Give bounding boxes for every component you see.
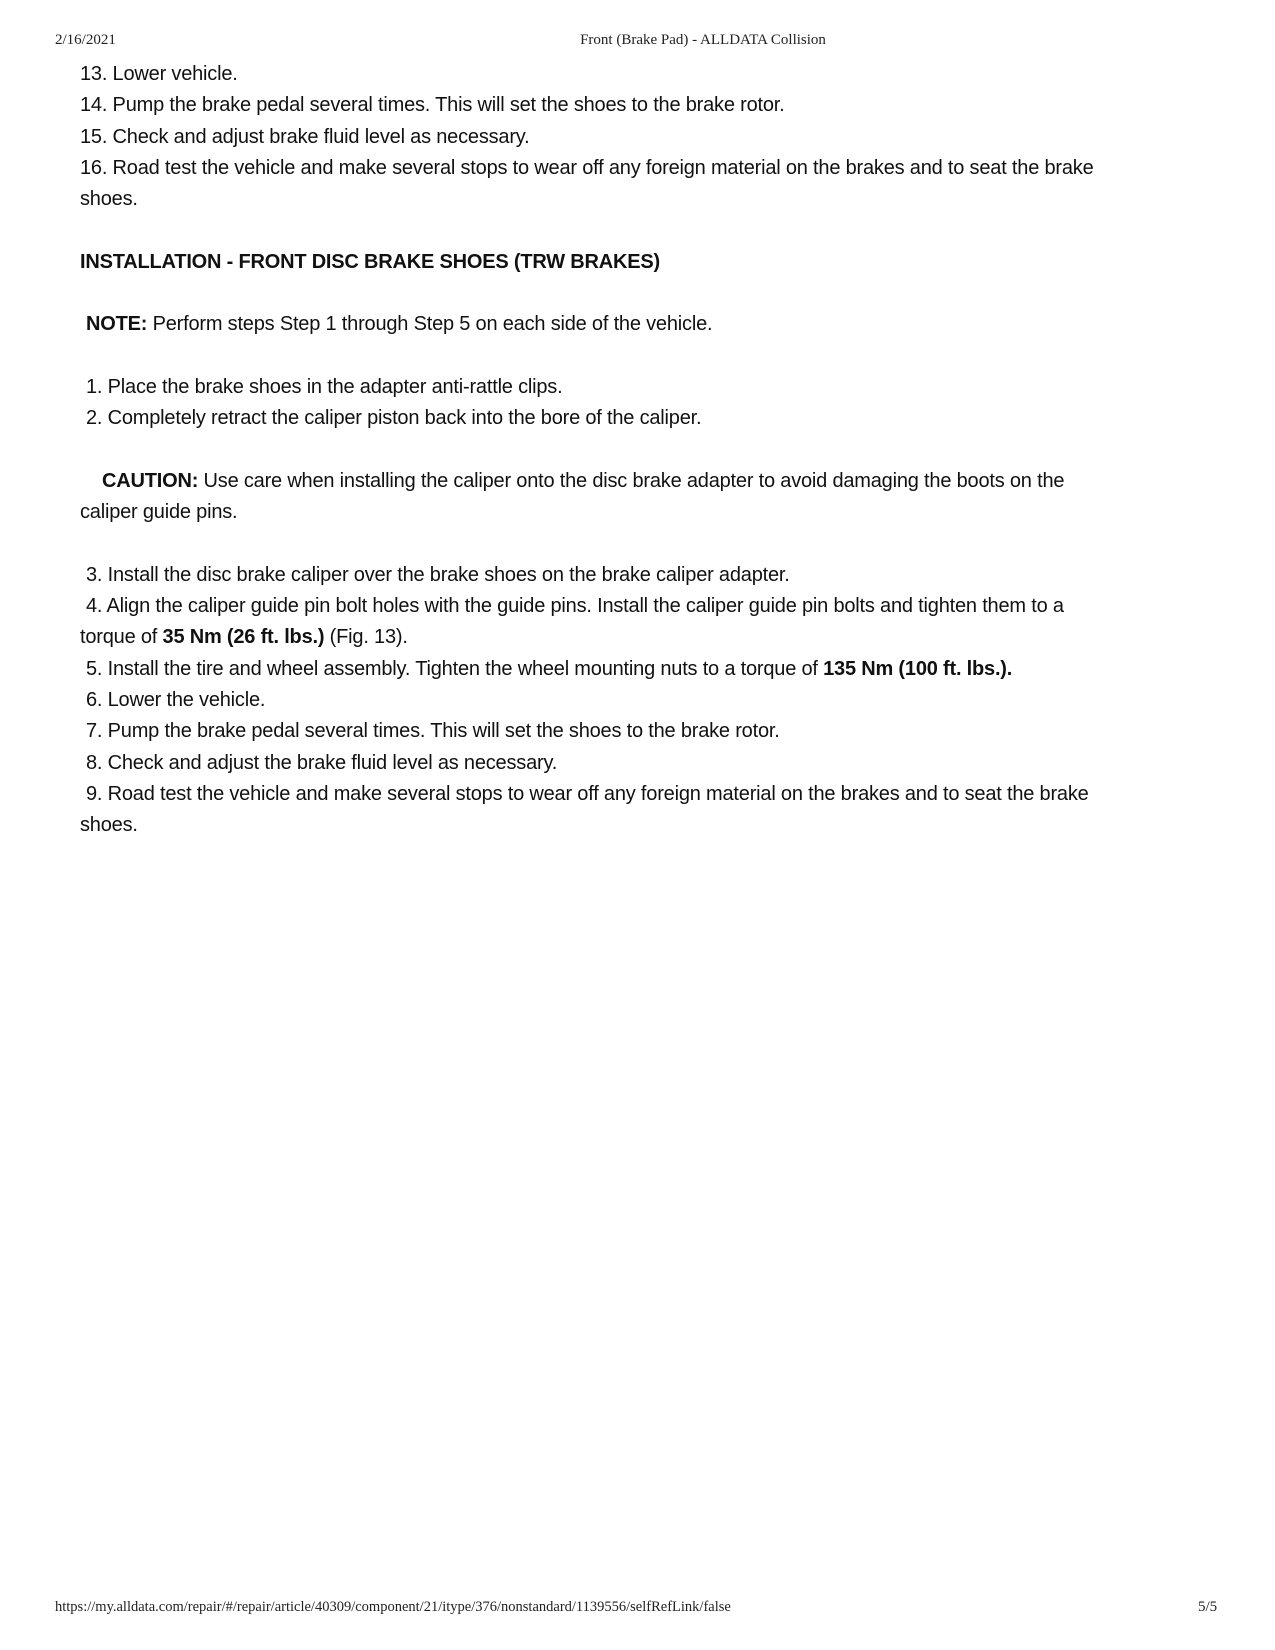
caution-continuation: caliper guide pins.: [80, 501, 238, 524]
page-number: 5/5: [1198, 1599, 1218, 1615]
list-item: 14. Pump the brake pedal several times. This will set the shoes to the brake rotor.: [80, 94, 785, 117]
torque-value: 35 Nm (26 ft. lbs.): [162, 626, 325, 649]
caution: [80, 466, 1218, 497]
page-title: Front (Brake Pad) - ALLDATA Collision: [580, 32, 826, 48]
list-item: [80, 654, 1218, 685]
list-item: 8. Check and adjust the brake fluid level as necessary.: [86, 751, 558, 774]
caution-label: CAUTION:: [102, 469, 199, 492]
list-item: 4. Align the caliper guide pin bolt holes with the guide pins. Install the caliper guide pin bolts and tighten them to a: [86, 595, 1064, 618]
list-item: 16. Road test the vehicle and make several stops to wear off any foreign material on the brakes and to seat the brake: [80, 156, 1094, 179]
note-label: NOTE:: [86, 313, 148, 336]
step5-text: 5. Install the tire and wheel assembly. Tighten the wheel mounting nuts to a torque of: [86, 657, 824, 680]
caution-text: Use care when installing the caliper onto the disc brake adapter to avoid damaging the boots on the: [198, 469, 1065, 492]
print-date: 2/16/2021: [55, 32, 116, 48]
list-item-continuation: [80, 622, 1218, 653]
list-item: 1. Place the brake shoes in the adapter anti-rattle clips.: [86, 375, 563, 398]
torque-value: 135 Nm (100 ft. lbs.).: [823, 657, 1013, 680]
step4-text: torque of: [80, 626, 163, 649]
list-item-continuation: shoes.: [80, 814, 138, 837]
page-url: https://my.alldata.com/repair/#/repair/article/40309/component/21/itype/376/nonstandard/1139556/selfRefLink/false: [55, 1599, 731, 1615]
list-item: 15. Check and adjust brake fluid level as necessary.: [80, 125, 530, 148]
list-item: 6. Lower the vehicle.: [86, 688, 266, 711]
section-heading: INSTALLATION - FRONT DISC BRAKE SHOES (TRW BRAKES): [80, 250, 660, 273]
list-item: 2. Completely retract the caliper piston back into the bore of the caliper.: [86, 407, 702, 430]
list-item: 9. Road test the vehicle and make several stops to wear off any foreign material on the brakes and to seat the brake: [86, 782, 1089, 805]
list-item: 13. Lower vehicle.: [80, 63, 238, 85]
figure-reference: (Fig. 13).: [324, 626, 408, 649]
list-item: 3. Install the disc brake caliper over the brake shoes on the brake caliper adapter.: [86, 563, 790, 586]
note: [80, 309, 1218, 340]
article-body: [80, 59, 1218, 841]
list-item-continuation: shoes.: [80, 188, 138, 211]
note-text: Perform steps Step 1 through Step 5 on each side of the vehicle.: [147, 313, 713, 336]
list-item: 7. Pump the brake pedal several times. This will set the shoes to the brake rotor.: [86, 720, 780, 743]
